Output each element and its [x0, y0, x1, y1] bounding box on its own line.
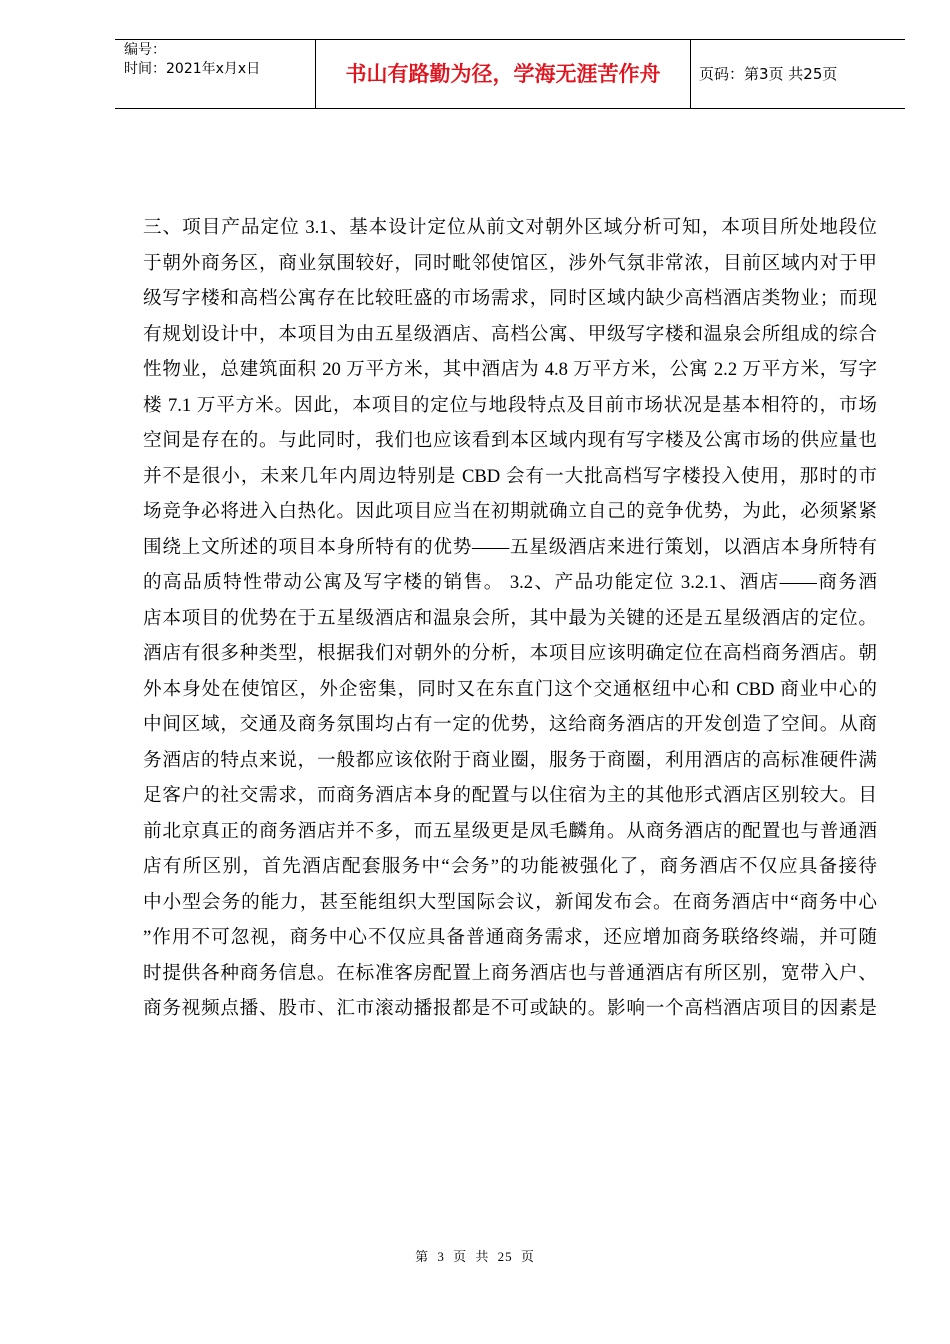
header-page-info: 页码：第3页 共25页 [699, 65, 838, 83]
body-line: 中间区域，交通及商务氛围均占有一定的优势，这给商务酒店的开发创造了空间。从商 [143, 714, 877, 735]
body-line: 空间是存在的。与此同时，我们也应该看到本区域内现有写字楼及公寓市场的供应量也 [143, 430, 877, 451]
body-line: 时提供各种商务信息。在标准客房配置上商务酒店也与普通酒店有所区别，宽带入户、 [143, 962, 877, 984]
body-line: 务酒店的特点来说，一般都应该依附于商业圈，服务于商圈，利用酒店的高标准硬件满 [143, 749, 877, 771]
body-line: 外本身处在使馆区，外企密集，同时又在东直门这个交通枢纽中心和 CBD 商业中心的 [143, 678, 877, 700]
body-line: 性物业，总建筑面积 20 万平方米，其中酒店为 4.8 万平方米，公寓 2.2 万平方米，写字 [143, 359, 877, 380]
document-number-label: 编号： [124, 42, 166, 58]
body-line: 足客户的社交需求，而商务酒店本身的配置与以住宿为主的其他形式酒店区别较大。目 [143, 785, 877, 806]
page-footer: 第 3 页 共 25 页 [415, 1249, 535, 1264]
body-line: 店有所区别，首先酒店配套服务中“会务”的功能被强化了，商务酒店不仅应具备接待 [143, 856, 877, 877]
body-line: 的高品质特性带动公寓及写字楼的销售。 3.2、产品功能定位 3.2.1、酒店——商务酒 [143, 572, 877, 593]
body-line: 围绕上文所述的项目本身所特有的优势——五星级酒店来进行策划，以酒店本身所特有 [143, 536, 877, 558]
body-line: 有规划设计中，本项目为由五星级酒店、高档公寓、甲级写字楼和温泉会所组成的综合 [143, 323, 877, 345]
header-meta [115, 40, 315, 109]
body-line: 酒店有很多种类型，根据我们对朝外的分析，本项目应该明确定位在高档商务酒店。朝 [143, 643, 877, 664]
body-line: 楼 7.1 万平方米。因此，本项目的定位与地段特点及目前市场状况是基本相符的，市场 [143, 394, 877, 416]
body-line: 三、项目产品定位 3.1、基本设计定位从前文对朝外区域分析可知，本项目所处地段位 [143, 217, 877, 238]
body-line: 中小型会务的能力，甚至能组织大型国际会议，新闻发布会。在商务酒店中“商务中心 [143, 891, 877, 913]
body-line: 级写字楼和高档公寓存在比较旺盛的市场需求，同时区域内缺少高档酒店类物业；而现 [143, 288, 877, 309]
body-line: 前北京真正的商务酒店并不多，而五星级更是凤毛麟角。从商务酒店的配置也与普通酒 [143, 820, 877, 842]
body-line: 并不是很小，未来几年内周边特别是 CBD 会有一大批高档写字楼投入使用，那时的市 [143, 465, 877, 487]
document-body [143, 210, 877, 1027]
document-time-label: 时间：2021年x月x日 [124, 61, 261, 77]
body-line: 店本项目的优势在于五星级酒店和温泉会所，其中最为关键的还是五星级酒店的定位。 [143, 607, 877, 629]
page-header [115, 39, 905, 109]
body-line: 商务视频点播、股市、汇市滚动播报都是不可或缺的。影响一个高档酒店项目的因素是 [143, 998, 877, 1019]
header-motto: 书山有路勤为径，学海无涯苦作舟 [315, 40, 691, 108]
body-line: 场竞争必将进入白热化。因此项目应当在初期就确立自己的竞争优势，为此，必须紧紧 [143, 501, 877, 522]
body-line: 于朝外商务区，商业氛围较好，同时毗邻使馆区，涉外气氛非常浓，目前区域内对于甲 [143, 252, 877, 274]
body-line: ”作用不可忽视，商务中心不仅应具备普通商务需求，还应增加商务联络终端，并可随 [143, 927, 877, 948]
